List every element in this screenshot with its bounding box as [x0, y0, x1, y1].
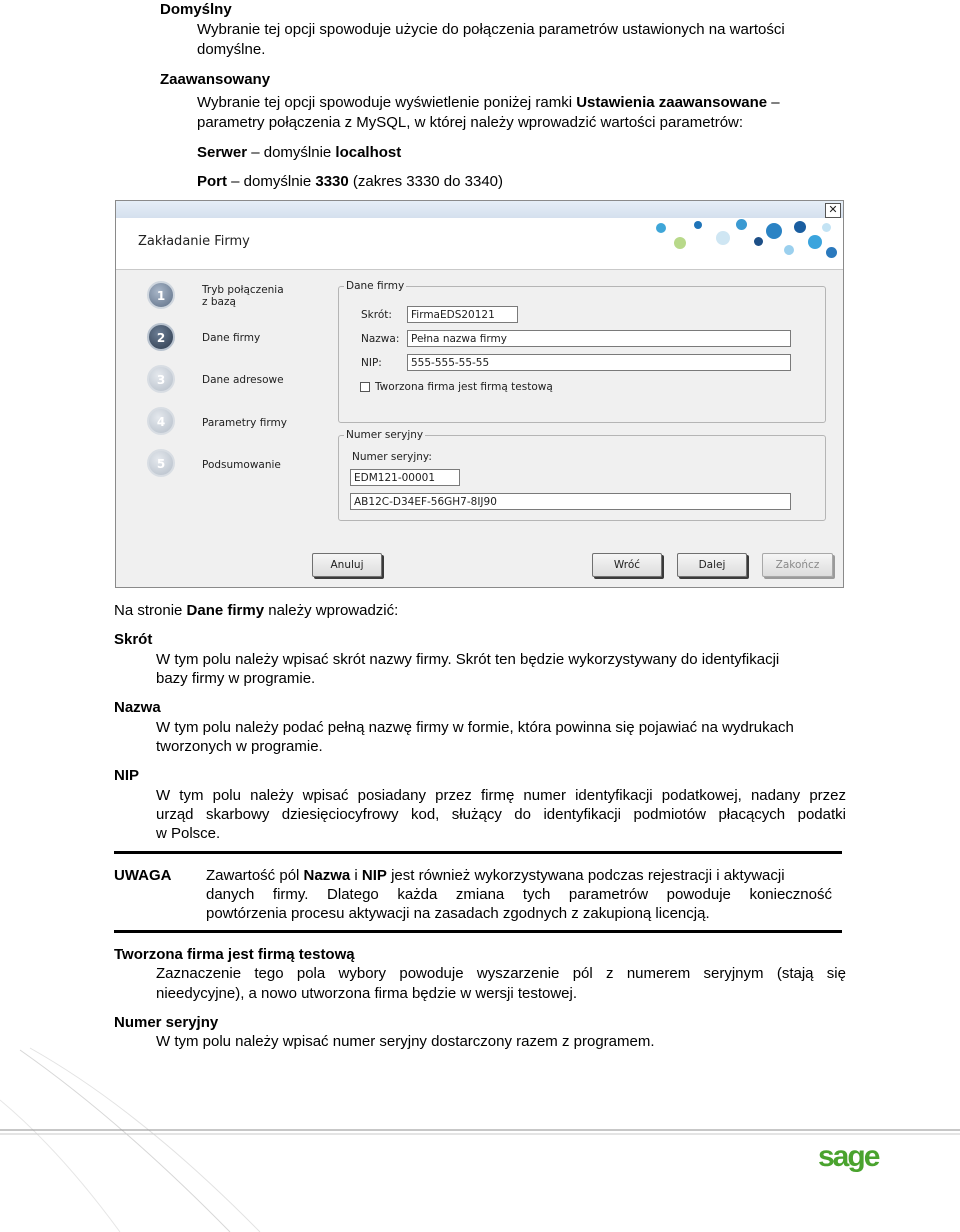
text-zaawansowany-1 [197, 93, 780, 112]
value-port: 3330 [315, 173, 349, 190]
text-fragment: i [350, 867, 362, 884]
heading-nip: NIP [114, 767, 140, 784]
text-zaawansowany-2: parametry połączenia z MySQL, w której należy wprowadzić wartości parametrów: [197, 114, 744, 131]
group-dane-firmy-title: Dane firmy [346, 280, 405, 292]
footer-curves [0, 1040, 960, 1232]
text-nip-1: W tym polu należy wpisać posiadany przez firmę numer identyfikacji podatkowej, nadany przez [156, 787, 846, 804]
lead-text [114, 601, 398, 620]
close-icon[interactable]: ✕ [825, 203, 841, 218]
header-separator [116, 269, 843, 270]
testowa-checkbox[interactable] [360, 382, 370, 392]
text-fragment: należy wprowadzić: [264, 602, 399, 619]
text-uwaga-1 [206, 866, 785, 885]
value-serwer: localhost [335, 144, 402, 161]
text-nazwa-2: tworzonych w programie. [156, 738, 323, 755]
text-nip-3: w Polsce. [156, 825, 221, 842]
uwaga-top-rule [114, 851, 842, 854]
text-fragment: (zakres 3330 do 3340) [348, 173, 504, 190]
step-5-icon: 5 [147, 449, 175, 477]
group-numer-seryjny-title: Numer seryjny [346, 429, 424, 441]
text-bold-nip: NIP [361, 867, 387, 884]
skrot-input[interactable] [407, 306, 518, 323]
text-fragment: Zawartość pól [206, 867, 304, 884]
text-domyslny-2: domyślne. [197, 41, 266, 58]
text-serwer [197, 143, 401, 162]
text-skrot-1: W tym polu należy wpisać skrót nazwy firmy. Skrót ten będzie wykorzystywany do identyfikacji [156, 651, 780, 668]
finish-button[interactable]: Zakończ [762, 553, 833, 577]
next-button[interactable]: Dalej [677, 553, 747, 577]
step-4-icon: 4 [147, 407, 175, 435]
text-nip-2: urząd skarbowy dziesięciocyfrowy kod, służący do identyfikacji podmiotów płacących podatki [156, 806, 846, 823]
text-fragment: – domyślnie [227, 173, 316, 190]
back-button[interactable]: Wróć [592, 553, 662, 577]
nip-label: NIP: [361, 357, 382, 369]
numer-seryjny-label: Numer seryjny: [352, 451, 432, 463]
text-bold-dane-firmy: Dane firmy [186, 602, 265, 619]
text-fragment: jest również wykorzystywana podczas rejestracji i aktywacji [386, 867, 785, 884]
text-fragment: – [767, 94, 780, 111]
text-uwaga-3: powtórzenia procesu aktywacji na zasadach zgodnych z zakupioną licencją. [206, 905, 710, 922]
text-port [197, 172, 503, 191]
heading-nazwa: Nazwa [114, 699, 161, 716]
numer-seryjny-input-1[interactable] [350, 469, 460, 486]
text-nazwa-1: W tym polu należy podać pełną nazwę firmy w formie, która powinna się pojawiać na wydrukach [156, 719, 794, 736]
nip-input[interactable] [407, 354, 791, 371]
uwaga-bottom-rule [114, 930, 842, 933]
text-skrot-2: bazy firmy w programie. [156, 670, 316, 687]
step-3-icon: 3 [147, 365, 175, 393]
skrot-label: Skrót: [361, 309, 392, 321]
heading-skrot: Skrót [114, 631, 153, 648]
heading-uwaga: UWAGA [114, 867, 172, 884]
heading-testowa: Tworzona firma jest firmą testową [114, 946, 355, 963]
step-3-label: Dane adresowe [202, 374, 284, 386]
dialog-title: Zakładanie Firmy [138, 234, 250, 249]
heading-zaawansowany: Zaawansowany [160, 71, 271, 88]
text-domyslny-1: Wybranie tej opcji spowoduje użycie do połączenia parametrów ustawionych na wartości [197, 21, 785, 38]
text-bold-nazwa: Nazwa [303, 867, 351, 884]
label-serwer: Serwer [197, 144, 248, 161]
nazwa-input[interactable] [407, 330, 791, 347]
dialog-header [116, 201, 843, 269]
label-port: Port [197, 173, 227, 190]
heading-numer-seryjny: Numer seryjny [114, 1014, 219, 1031]
text-testowa-2: nieedycyjne), a nowo utworzona firma będzie w wersji testowej. [156, 985, 578, 1002]
dialog-zakladanie-firmy [115, 200, 844, 588]
text-fragment: Na stronie [114, 602, 187, 619]
text-fragment: – domyślnie [247, 144, 336, 161]
text-testowa-1: Zaznaczenie tego pola wybory powoduje wyszarzenie pól z numerem seryjnym (stają się [156, 965, 846, 982]
step-5-label: Podsumowanie [202, 459, 281, 471]
text-bold-ustawienia: Ustawienia zaawansowane [576, 94, 768, 111]
step-1-label: Tryb połączenia z bazą [202, 284, 284, 308]
step-4-label: Parametry firmy [202, 417, 287, 429]
sage-logo: sage [818, 1140, 879, 1173]
heading-domyslny: Domyślny [160, 1, 232, 18]
text-numer-seryjny: W tym polu należy wpisać numer seryjny dostarczony razem z programem. [156, 1033, 655, 1050]
testowa-checkbox-label: Tworzona firma jest firmą testową [375, 381, 553, 393]
numer-seryjny-input-2[interactable] [350, 493, 791, 510]
step-1-icon: 1 [147, 281, 175, 309]
nazwa-label: Nazwa: [361, 333, 400, 345]
step-2-label: Dane firmy [202, 332, 261, 344]
dialog-title-bar [116, 201, 843, 218]
step-2-icon: 2 [147, 323, 175, 351]
text-uwaga-2: danych firmy. Dlatego każda zmiana tych parametrów powoduje konieczność [206, 886, 832, 903]
text-fragment: Wybranie tej opcji spowoduje wyświetlenie poniżej ramki [197, 94, 577, 111]
cancel-button[interactable]: Anuluj [312, 553, 382, 577]
